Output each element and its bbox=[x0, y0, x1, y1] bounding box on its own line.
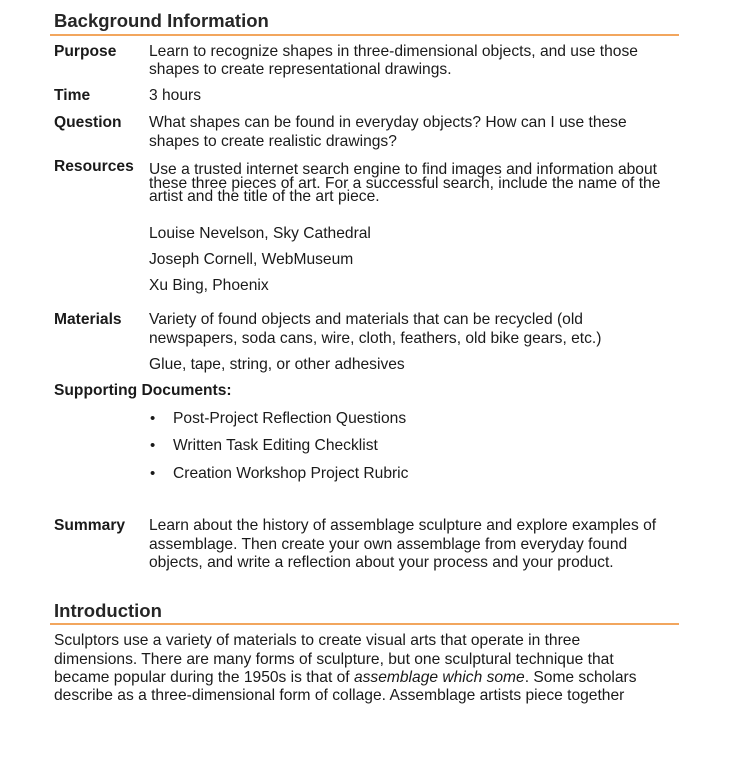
heading-rule bbox=[50, 623, 679, 625]
intro-text: Sculptors use a variety of materials to create visual arts that operate in three bbox=[54, 632, 581, 649]
intro-text bbox=[54, 669, 637, 687]
introduction-heading: Introduction bbox=[54, 600, 162, 621]
summary-text: Learn about the history of assemblage sculpture and explore examples of bbox=[149, 517, 657, 534]
materials-text: newspapers, soda cans, wire, cloth, feathers, old bike gears, etc.) bbox=[149, 330, 602, 347]
resource-item: Louise Nevelson, Sky Cathedral bbox=[149, 225, 371, 242]
purpose-text: Learn to recognize shapes in three-dimensional objects, and use those bbox=[149, 43, 638, 60]
question-label: Question bbox=[54, 114, 122, 131]
resources-label: Resources bbox=[54, 158, 134, 175]
bullet-icon: • bbox=[150, 410, 156, 427]
resource-item: Xu Bing, Phoenix bbox=[149, 277, 269, 294]
supporting-document-item: Post-Project Reflection Questions bbox=[173, 410, 407, 427]
materials-text: Variety of found objects and materials that can be recycled (old bbox=[149, 311, 583, 328]
supporting-documents-label: Supporting Documents: bbox=[54, 382, 232, 399]
purpose-text: shapes to create representational drawings. bbox=[149, 61, 452, 78]
bullet-icon: • bbox=[150, 437, 156, 454]
time-value: 3 hours bbox=[149, 87, 202, 104]
intro-text-part: became popular during the 1950s is that of bbox=[54, 669, 354, 686]
summary-text: objects, and write a reflection about your process and your product. bbox=[149, 554, 614, 571]
time-label: Time bbox=[54, 87, 91, 104]
question-text: What shapes can be found in everyday objects? How can I use these bbox=[149, 114, 627, 131]
supporting-document-item: Written Task Editing Checklist bbox=[173, 437, 378, 454]
summary-text: assemblage. Then create your own assemblage from everyday found bbox=[149, 536, 628, 553]
question-text: shapes to create realistic drawings? bbox=[149, 133, 397, 150]
intro-emphasis: assemblage which some bbox=[353, 669, 525, 686]
materials-label: Materials bbox=[54, 311, 122, 328]
heading-rule bbox=[50, 34, 679, 36]
bullet-icon: • bbox=[150, 465, 156, 482]
resources-text: Use a trusted internet search engine to find images and information about bbox=[149, 161, 657, 178]
intro-text: describe as a three-dimensional form of collage. Assemblage artists piece together bbox=[54, 687, 625, 704]
summary-label: Summary bbox=[54, 517, 126, 534]
intro-text-part: . Some scholars bbox=[524, 669, 637, 686]
background-heading: Background Information bbox=[54, 10, 269, 31]
resources-text: artist and the title of the art piece. bbox=[149, 188, 380, 205]
materials-extra: Glue, tape, string, or other adhesives bbox=[149, 356, 405, 373]
resource-item: Joseph Cornell, WebMuseum bbox=[149, 251, 354, 268]
supporting-document-item: Creation Workshop Project Rubric bbox=[173, 465, 409, 482]
intro-text: dimensions. There are many forms of sculpture, but one sculptural technique that bbox=[54, 651, 614, 668]
purpose-label: Purpose bbox=[54, 43, 117, 60]
resources-text: these three pieces of art. For a successful search, include the name of the bbox=[149, 175, 661, 192]
